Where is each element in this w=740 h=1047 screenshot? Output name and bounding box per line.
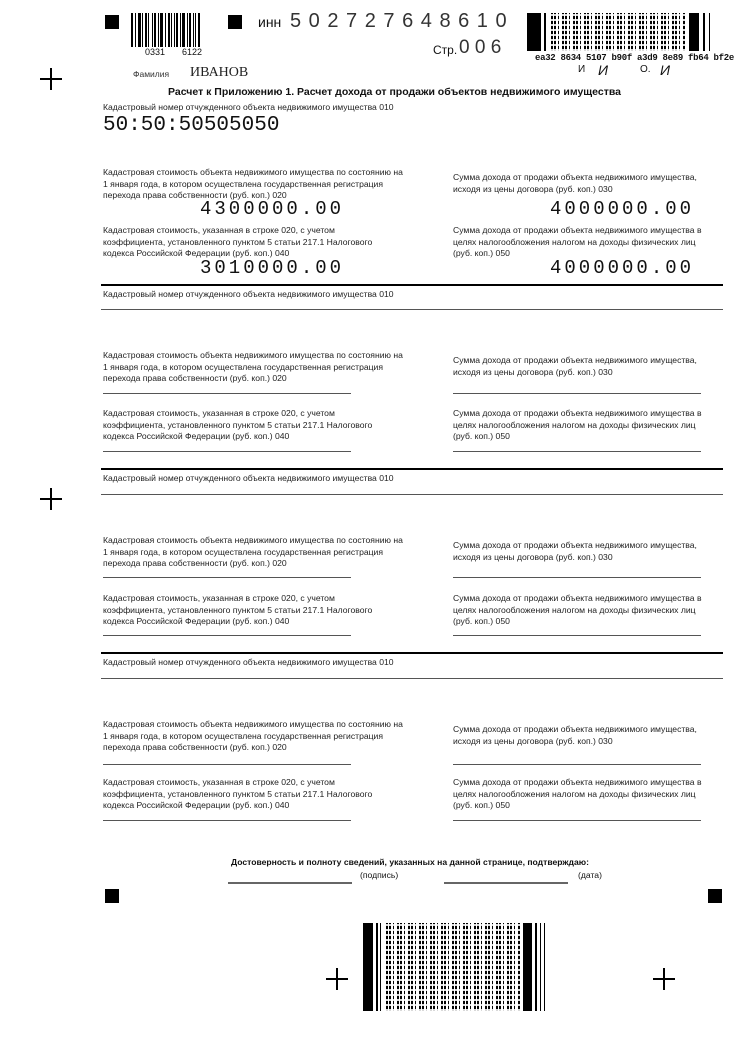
line-040-field[interactable]: [103, 820, 351, 821]
cadastral-value-label: Кадастровая стоимость объекта недвижимого имущества по состоянию на 1 января года, в котором осуществлена государственная регистрация перехода права собственности (руб. коп.) 020: [103, 167, 403, 200]
initial-3: О.: [640, 64, 651, 75]
line-020-field[interactable]: [103, 764, 351, 765]
taxable-income-label: Сумма дохода от продажи объекта недвижимого имущества в целях налогообложения налогом на доходы физических лиц (руб. коп.) 050: [453, 225, 702, 258]
line-040-field[interactable]: [103, 451, 351, 452]
barcode-caption-2: 6122: [182, 47, 203, 57]
cadastral-number-label: Кадастровый номер отчужденного объекта недвижимого имущества 010: [103, 657, 394, 667]
contract-income-label: Сумма дохода от продажи объекта недвижимого имущества, исходя из цены договора (руб. коп.) 030: [453, 355, 697, 377]
signature-label: (подпись): [360, 870, 399, 880]
cadastral-coef-label: Кадастровая стоимость, указанная в строке 020, с учетом коэффициента, установленного пунктом 5 статьи 217.1 Налогового кодекса Российской Федерации (руб. коп.) 040: [103, 408, 373, 441]
contract-income-label: Сумма дохода от продажи объекта недвижимого имущества, исходя из цены договора (руб. коп.) 030: [453, 172, 697, 194]
cadastral-number-label: Кадастровый номер отчужденного объекта недвижимого имущества 010: [103, 473, 394, 483]
line-020-field[interactable]: 4300000.00: [200, 198, 345, 220]
pdf417-barcode-bottom: [386, 923, 521, 1011]
line-020-field[interactable]: [103, 577, 351, 578]
pdf417-bar: [376, 923, 378, 1011]
crosshair-icon: [40, 488, 62, 510]
contract-income-label: Сумма дохода от продажи объекта недвижимого имущества, исходя из цены договора (руб. коп.) 030: [453, 540, 697, 562]
cadastral-number-field[interactable]: 50:50:50505050: [103, 114, 280, 137]
date-field[interactable]: [444, 882, 568, 884]
section-divider: [101, 652, 723, 654]
line-050-field[interactable]: [453, 635, 701, 636]
line-040-field[interactable]: [103, 635, 351, 636]
line-030-field[interactable]: [453, 393, 701, 394]
line-030-field[interactable]: [453, 577, 701, 578]
crosshair-icon: [40, 68, 62, 90]
registration-square-bottom-right: [708, 889, 722, 903]
barcode-caption-1: 0331: [145, 47, 166, 57]
cadastral-number-label: Кадастровый номер отчужденного объекта недвижимого имущества 010: [103, 289, 394, 299]
line-030-field[interactable]: 4000000.00: [550, 198, 695, 220]
line-050-field[interactable]: [453, 820, 701, 821]
pdf417-barcode-top: [551, 13, 685, 51]
cadastral-number-field[interactable]: [101, 309, 723, 310]
cadastral-value-label: Кадастровая стоимость объекта недвижимого имущества по состоянию на 1 января года, в котором осуществлена государственная регистрация перехода права собственности (руб. коп.) 020: [103, 535, 403, 568]
pdf417-bar: [544, 923, 545, 1011]
crosshair-icon: [653, 968, 675, 990]
pdf417-bar: [535, 923, 537, 1011]
cadastral-coef-label: Кадастровая стоимость, указанная в строке 020, с учетом коэффициента, установленного пунктом 5 статьи 217.1 Налогового кодекса Российской Федерации (руб. коп.) 040: [103, 225, 373, 258]
line-040-field[interactable]: 3010000.00: [200, 257, 345, 279]
pdf417-start-bar: [527, 13, 541, 51]
inn-label: инн: [258, 14, 282, 30]
surname-label: Фамилия: [133, 69, 170, 79]
cadastral-value-label: Кадастровая стоимость объекта недвижимого имущества по состоянию на 1 января года, в котором осуществлена государственная регистрация перехода права собственности (руб. коп.) 020: [103, 350, 403, 383]
pdf417-bar: [544, 13, 546, 51]
barcode-form-code: [131, 13, 211, 47]
line-030-field[interactable]: [453, 764, 701, 765]
initial-4: И: [660, 62, 671, 78]
initial-2: И: [598, 62, 609, 78]
registration-square-top-left: [105, 15, 119, 29]
cadastral-number-field[interactable]: [101, 494, 723, 495]
signature-field[interactable]: [228, 882, 352, 884]
cadastral-number-label: Кадастровый номер отчужденного объекта недвижимого имущества 010: [103, 102, 394, 112]
taxable-income-label: Сумма дохода от продажи объекта недвижимого имущества в целях налогообложения налогом на доходы физических лиц (руб. коп.) 050: [453, 408, 702, 441]
registration-square-bottom-left: [105, 889, 119, 903]
contract-income-label: Сумма дохода от продажи объекта недвижимого имущества, исходя из цены договора (руб. коп.) 030: [453, 724, 697, 746]
cadastral-number-field[interactable]: [101, 678, 723, 679]
page-number: 0 0 6: [459, 37, 502, 58]
inn-value: 5 0 2 7 2 7 6 4 8 6 1 0: [290, 10, 508, 32]
pdf417-end-bar: [523, 923, 532, 1011]
registration-square-top-mid: [228, 15, 242, 29]
pdf417-bar: [380, 923, 381, 1011]
page-label: Стр.: [433, 43, 458, 57]
pdf417-bar: [709, 13, 710, 51]
cadastral-coef-label: Кадастровая стоимость, указанная в строке 020, с учетом коэффициента, установленного пунктом 5 статьи 217.1 Налогового кодекса Российской Федерации (руб. коп.) 040: [103, 777, 373, 810]
initial-1: И: [578, 64, 586, 75]
pdf417-bar: [540, 923, 541, 1011]
hash-text: ea32 8634 5107 b90f a3d9 8e89 fb64 bf2e: [535, 53, 734, 63]
crosshair-icon: [326, 968, 348, 990]
cadastral-coef-label: Кадастровая стоимость, указанная в строке 020, с учетом коэффициента, установленного пунктом 5 статьи 217.1 Налогового кодекса Российской Федерации (руб. коп.) 040: [103, 593, 373, 626]
date-label: (дата): [578, 870, 602, 880]
pdf417-start-bar: [363, 923, 373, 1011]
taxable-income-label: Сумма дохода от продажи объекта недвижимого имущества в целях налогообложения налогом на доходы физических лиц (руб. коп.) 050: [453, 777, 702, 810]
cadastral-value-label: Кадастровая стоимость объекта недвижимого имущества по состоянию на 1 января года, в котором осуществлена государственная регистрация перехода права собственности (руб. коп.) 020: [103, 719, 403, 752]
page-title: Расчет к Приложению 1. Расчет дохода от продажи объектов недвижимого имущества: [168, 86, 621, 98]
pdf417-end-bar: [689, 13, 699, 51]
surname-value: ИВАНОВ: [190, 65, 249, 80]
line-050-field[interactable]: 4000000.00: [550, 257, 695, 279]
section-divider: [101, 284, 723, 286]
line-020-field[interactable]: [103, 393, 351, 394]
section-divider: [101, 468, 723, 470]
taxable-income-label: Сумма дохода от продажи объекта недвижимого имущества в целях налогообложения налогом на доходы физических лиц (руб. коп.) 050: [453, 593, 702, 626]
line-050-field[interactable]: [453, 451, 701, 452]
confirmation-text: Достоверность и полноту сведений, указанных на данной странице, подтверждаю:: [231, 857, 589, 867]
pdf417-bar: [703, 13, 705, 51]
